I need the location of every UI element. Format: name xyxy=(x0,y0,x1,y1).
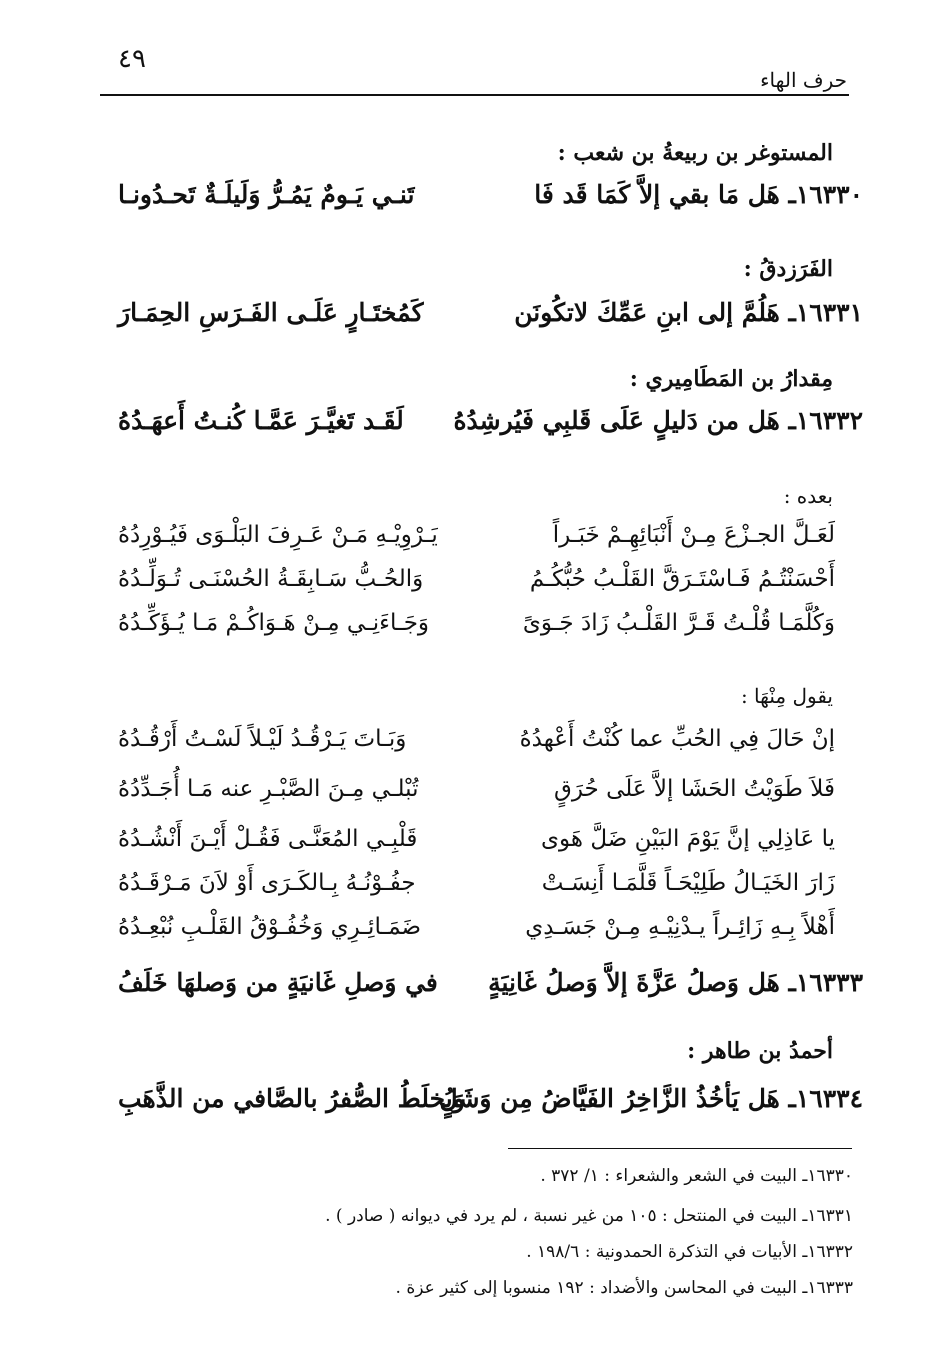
verse-second-hemistich: كَمُختَـارٍ عَلَـى الفَـرَسِ الحِمَـارَ xyxy=(118,298,424,327)
verse-first-hemistich: ١٦٣٣٤ـ هَل يَأخُذُ الزَّاخِرُ الفَيَّاضُ مِن وَشَلٍ xyxy=(439,1084,863,1113)
verse-second-hemistich: وَالحُـبُّ سَـابِقَـةُ الحُسْنَـى تُـوَلِّـدُهُ xyxy=(118,566,424,592)
footnote: ١٦٣٣٣ـ البيت في المحاسن والأضداد : ١٩٢ منسوبا إلى كثير عزة . xyxy=(395,1278,853,1298)
verse-first-hemistich: أَحْسَنْتُـمُ فَـاسْتَـرَقَّ القَلْـبُ حُبُّكُـمُ xyxy=(529,566,835,592)
verse-second-hemistich: وَجَـاءَنِـي مِـنْ هَـوَاكُـمْ مَـا يُـؤَكِّـدُهُ xyxy=(118,610,430,636)
verse-second-hemistich: في وَصلِ غَانيَةٍ من وَصلهَا خَلَفُ xyxy=(118,968,438,997)
poet-attribution: الفَرَزدقُ : xyxy=(743,256,833,282)
verse-second-hemistich: قَلْبِـي المُعَنَّـى فَقُـلْ أَيْـنَ أَنْشُـدُهُ xyxy=(118,826,418,852)
verse-second-hemistich: تَنـي يَـومٌ يَمُـرُّ وَلَيلَـةٌ تَحـدُونـا xyxy=(118,180,415,209)
verse-second-hemistich: وَبَـاتَ يَـرْقُـدُ لَيْـلاً لَسْـتُ أَرْقُـدُهُ xyxy=(118,726,407,752)
poet-attribution: المستوغر بن ربيعةُ بن شعب : xyxy=(557,140,833,166)
header-rule xyxy=(100,94,849,96)
verse-first-hemistich: إنْ حَالَ فِي الحُبِّ عما كُنْتُ أَعْهدُهُ xyxy=(519,726,835,752)
verse-first-hemistich: ١٦٣٣٣ـ هَل وَصلُ عَزَّةَ إلاَّ وَصلُ غَانِيَةٍ xyxy=(488,968,863,997)
verse-second-hemistich: جفُـوْنُـهُ بِـالكَـرَى أَوْ لاَنَ مَـرْقَـدُهُ xyxy=(118,870,416,896)
section-intro: بعده : xyxy=(783,484,833,508)
footnote: ١٦٣٣٢ـ الأبيات في التذكرة الحمدونية : ١٩٨/٦ . xyxy=(526,1242,853,1262)
verse-second-hemistich: يَـرْوِيْـهِ مَـنْ عَـرِفَ البَلْـوَى فَيُـوْرِدُهُ xyxy=(118,522,438,548)
verse-second-hemistich: وَيُخلَطُ الصُّفرُ بالصَّافي من الذَّهَبِ xyxy=(118,1084,465,1113)
verse-first-hemistich: لَعَـلَّ الجـزْعَ مِـنْ أَنْبَائِهِـمْ خَبَـراً xyxy=(552,522,835,548)
verse-second-hemistich: ضَمَـائِـرِي وَخُفُـوْقُ القَلْـبِ نُبْعِـدُهُ xyxy=(118,914,422,940)
verse-first-hemistich: وَكُلَّمَـا قُلْـتُ قَـرَّ القَلْـبُ زَادَ جَـوَىً xyxy=(522,610,835,636)
footnote: ١٦٣٣١ـ البيت في المنتحل : ١٠٥ من غير نسبة ، لم يرد في ديوانه ( صادر ) . xyxy=(325,1206,853,1226)
verse-first-hemistich: ١٦٣٣٠ـ هَل مَا بقي إلاَّ كَمَا قَد فَا xyxy=(534,180,863,209)
footnote-rule xyxy=(508,1148,852,1149)
footnote: ١٦٣٣٠ـ البيت في الشعر والشعراء : ١/ ٣٧٢ . xyxy=(540,1166,853,1186)
verse-second-hemistich: لَقَـد تَغيَّـرَ عَمَّـا كُنـتُ أَعهَـدُهُ xyxy=(118,406,404,435)
verse-first-hemistich: زَارَ الخَيَـالُ طَلِيْحَـاً قَلَّمَـا أَنِسَـتْ xyxy=(541,870,835,896)
verse-first-hemistich: فَلاَ طَوَيْتُ الحَشَا إلاَّ عَلَى حُرَقٍ xyxy=(554,776,835,802)
verse-first-hemistich: أَهْلاً بِـهِ زَائِـراً يـدْنِيْـهِ مِـنْ جَسَـدِي xyxy=(525,914,835,940)
verse-second-hemistich: تُبْلـي مِـنَ الصَّبْـرِ عنه مَـا أُجَـدِّدُهُ xyxy=(118,776,419,802)
poet-attribution: مِقدارُ بن المَطَامِيري : xyxy=(629,366,833,392)
verse-first-hemistich: ١٦٣٣١ـ هَلُمَّ إلى ابنِ عَمِّكَ لاتكُونَن xyxy=(514,298,863,327)
verse-first-hemistich: ١٦٣٣٢ـ هَل من دَليلٍ عَلَى قَلبِي فَيُرشِدُهُ xyxy=(453,406,863,435)
poet-attribution: أحمدُ بن طاهر : xyxy=(687,1038,833,1064)
running-head: حرف الهاء xyxy=(760,68,847,92)
section-intro: يقول مِنْهَا : xyxy=(740,684,833,708)
page-number: ٤٩ xyxy=(118,44,146,74)
verse-first-hemistich: يا عَاذِلِي إنَّ يَوْمَ البَيْنِ ضَلَّ هَوى xyxy=(541,826,835,852)
